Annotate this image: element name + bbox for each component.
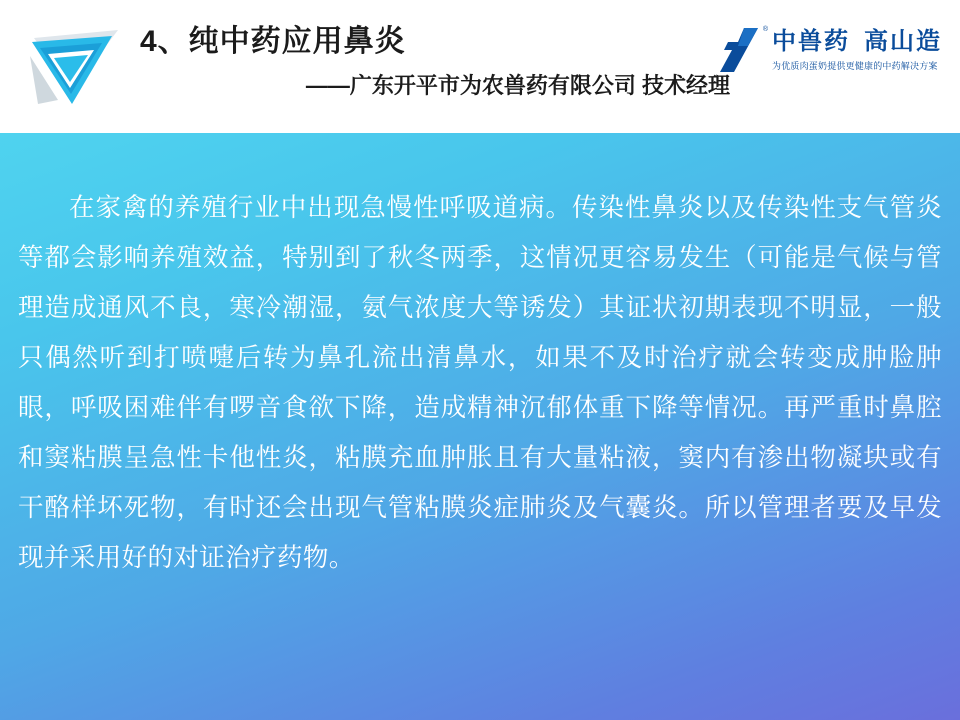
brand-name-part2: 高山造: [864, 28, 942, 55]
slide-header: [0, 0, 960, 133]
brand-tagline: 为优质肉蛋奶提供更健康的中药解决方案: [772, 61, 938, 71]
registered-mark: ®: [762, 26, 768, 33]
brand-block: [714, 26, 942, 88]
title-block: [140, 22, 780, 102]
brand-text: [772, 26, 942, 73]
triangle-play-logo-icon: [28, 26, 124, 108]
page-subtitle: ——广东开平市为农兽药有限公司 技术经理: [305, 73, 730, 98]
brand-mark-icon: [714, 26, 768, 74]
body-paragraph: 在家禽的养殖行业中出现急慢性呼吸道病。传染性鼻炎以及传染性支气管炎等都会影响养殖效益，特别到了秋冬两季，这情况更容易发生（可能是气候与管理造成通风不良，寒冷潮湿，氨气浓度大等诱发）其证状初期表现不明显，一般只偶然听到打喷嚏后转为鼻孔流出清鼻水，如果不及时治疗就会转变成肿脸肿眼，呼吸困难伴有啰音食欲下降，造成精神沉郁体重下降等情况。再严重时鼻腔和窦粘膜呈急性卡他性炎，粘膜充血肿胀且有大量粘液，窦内有渗出物凝块或有干酪样坏死物，有时还会出现气管粘膜炎症肺炎及气囊炎。所以管理者要及早发现并采用好的对证治疗药物。: [18, 193, 942, 572]
content-panel: [0, 133, 960, 720]
page-title: 4、纯中药应用鼻炎: [140, 25, 406, 58]
brand-name: [772, 28, 942, 56]
brand-name-part1: 中兽药: [772, 28, 850, 55]
